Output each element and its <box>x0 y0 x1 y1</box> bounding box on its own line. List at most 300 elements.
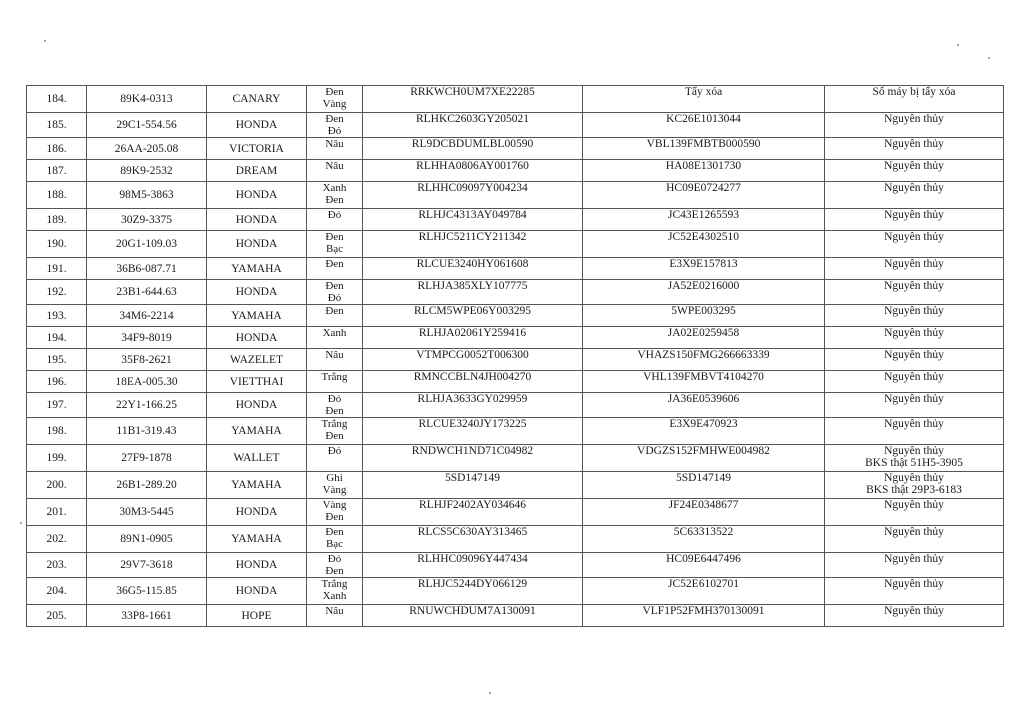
note-text: Nguyên thủy <box>884 258 944 270</box>
stt-cell <box>27 371 87 393</box>
color-text: Ghi Vàng <box>322 472 347 496</box>
color-cell <box>307 280 363 305</box>
color-text: Trắng Đen <box>321 418 348 442</box>
plate-text: 27F9-1878 <box>121 452 172 464</box>
brand-cell <box>207 258 307 280</box>
plate-cell <box>87 418 207 445</box>
color-cell <box>307 526 363 553</box>
plate-text: 26B1-289.20 <box>116 479 177 491</box>
brand-cell <box>207 499 307 526</box>
table-row <box>27 499 1004 526</box>
table-row <box>27 472 1004 499</box>
frame-number-cell <box>363 209 583 231</box>
brand-text: HONDA <box>235 119 278 131</box>
color-cell <box>307 393 363 418</box>
engine-number-text: VLF1P52FMH370130091 <box>642 605 765 617</box>
color-text: Vàng Đen <box>322 499 347 523</box>
engine-number-cell <box>583 578 825 605</box>
stt-cell <box>27 349 87 371</box>
plate-cell <box>87 280 207 305</box>
color-text: Đỏ <box>327 445 342 457</box>
stt-cell <box>27 418 87 445</box>
color-cell <box>307 305 363 327</box>
plate-text: 29V7-3618 <box>120 559 173 571</box>
table-row <box>27 280 1004 305</box>
brand-cell <box>207 305 307 327</box>
frame-number-text: RLHJC4313AY049784 <box>418 209 527 221</box>
note-text: Nguyên thủy <box>884 280 944 292</box>
note-text: Nguyên thủy <box>884 349 944 361</box>
engine-number-text: E3X9E470923 <box>669 418 738 430</box>
frame-number-text: RLHKC2603GY205021 <box>415 113 530 125</box>
plate-text: 22Y1-166.25 <box>115 399 177 411</box>
plate-text: 89N1-0905 <box>120 533 173 545</box>
plate-text: 36G5-115.85 <box>116 585 177 597</box>
brand-text: HONDA <box>235 238 278 250</box>
color-cell <box>307 499 363 526</box>
stt-cell <box>27 499 87 526</box>
brand-cell <box>207 472 307 499</box>
brand-text: YAMAHA <box>231 425 282 437</box>
frame-number-text: RLCUE3240HY061608 <box>416 258 529 270</box>
frame-number-cell <box>363 305 583 327</box>
note-cell <box>825 280 1004 305</box>
stt-cell <box>27 209 87 231</box>
engine-number-text: JC52E6102701 <box>668 578 739 590</box>
frame-number-cell <box>363 160 583 182</box>
color-text: Đỏ <box>327 209 342 221</box>
color-cell <box>307 327 363 349</box>
engine-number-cell <box>583 113 825 138</box>
color-text: Nâu <box>325 138 344 150</box>
brand-cell <box>207 209 307 231</box>
note-cell <box>825 258 1004 280</box>
frame-number-text: RLCUE3240JY173225 <box>418 418 527 430</box>
note-cell <box>825 327 1004 349</box>
color-cell <box>307 605 363 627</box>
plate-text: 34M6-2214 <box>119 309 174 322</box>
note-text: Nguyên thủy <box>884 472 944 484</box>
note-text: Nguyên thủy <box>884 418 944 430</box>
color-cell <box>307 138 363 160</box>
color-cell <box>307 209 363 231</box>
engine-number-cell <box>583 231 825 258</box>
plate-cell <box>87 160 207 182</box>
plate-cell <box>87 578 207 605</box>
note-text: Nguyên thủy <box>884 305 944 317</box>
engine-number-cell <box>583 605 825 627</box>
table-row <box>27 371 1004 393</box>
stt-cell <box>27 86 87 113</box>
engine-number-cell <box>583 138 825 160</box>
frame-number-text: RLHJA3633GY029959 <box>417 393 528 405</box>
stt-text: 189. <box>46 213 67 226</box>
plate-text: 26AA-205.08 <box>114 142 179 155</box>
engine-number-text: 5C63313522 <box>673 526 734 538</box>
engine-number-text: JA52E0216000 <box>667 280 740 292</box>
note-text: Nguyên thủy <box>884 393 944 405</box>
brand-text: YAMAHA <box>231 309 282 322</box>
note-text: Nguyên thủy <box>884 499 944 511</box>
brand-text: HONDA <box>235 286 278 298</box>
engine-number-cell <box>583 349 825 371</box>
note-text: Nguyên thủy <box>884 526 944 538</box>
frame-number-text: RLHJA385XLY107775 <box>417 280 528 292</box>
engine-number-cell <box>583 526 825 553</box>
engine-number-cell <box>583 327 825 349</box>
frame-number-text: RNDWCH1ND71C04982 <box>411 445 534 457</box>
scan-speck <box>20 522 22 524</box>
plate-text: 23B1-644.63 <box>116 286 177 298</box>
color-cell <box>307 371 363 393</box>
color-text: Đen <box>325 305 344 317</box>
note-cell <box>825 371 1004 393</box>
color-cell <box>307 113 363 138</box>
color-text: Đỏ Đen <box>325 393 344 417</box>
frame-number-cell <box>363 578 583 605</box>
frame-number-cell <box>363 280 583 305</box>
engine-number-text: JC52E4302510 <box>668 231 739 243</box>
plate-cell <box>87 553 207 578</box>
note-cell <box>825 472 1004 499</box>
plate-text: 98M5-3863 <box>119 189 174 201</box>
stt-text: 192. <box>46 286 67 298</box>
color-cell <box>307 182 363 209</box>
color-text: Xanh Đen <box>322 182 347 206</box>
brand-cell <box>207 526 307 553</box>
color-text: Nâu <box>325 605 344 617</box>
plate-cell <box>87 231 207 258</box>
real-plate-note: BKS thật 51H5-3905 <box>865 457 963 469</box>
stt-text: 191. <box>46 262 67 275</box>
frame-number-cell <box>363 445 583 472</box>
stt-cell <box>27 605 87 627</box>
engine-number-cell <box>583 418 825 445</box>
engine-number-cell <box>583 160 825 182</box>
table-row <box>27 113 1004 138</box>
engine-number-text: 5WPE003295 <box>671 305 736 317</box>
brand-cell <box>207 231 307 258</box>
frame-number-cell <box>363 349 583 371</box>
note-text: Nguyên thủy <box>884 371 944 383</box>
note-text: Nguyên thủy <box>884 231 944 243</box>
stt-text: 204. <box>46 585 67 597</box>
color-text: Nâu <box>325 349 344 361</box>
stt-cell <box>27 445 87 472</box>
color-text: Nâu <box>325 160 344 172</box>
scan-speck <box>489 692 491 694</box>
stt-cell <box>27 231 87 258</box>
stt-text: 205. <box>46 609 67 622</box>
brand-text: VICTORIA <box>229 142 284 155</box>
table-row <box>27 526 1004 553</box>
brand-text: HONDA <box>235 399 278 411</box>
brand-text: WAZELET <box>229 353 283 366</box>
stt-cell <box>27 553 87 578</box>
note-text: Nguyên thủy <box>884 182 944 194</box>
brand-cell <box>207 280 307 305</box>
note-cell <box>825 138 1004 160</box>
brand-text: YAMAHA <box>231 479 282 491</box>
stt-cell <box>27 160 87 182</box>
note-cell <box>825 553 1004 578</box>
stt-text: 200. <box>46 479 67 491</box>
note-text: Nguyên thủy <box>884 138 944 150</box>
brand-cell <box>207 349 307 371</box>
table-row <box>27 553 1004 578</box>
brand-text: HONDA <box>235 331 278 344</box>
frame-number-cell <box>363 553 583 578</box>
brand-cell <box>207 113 307 138</box>
plate-cell <box>87 258 207 280</box>
note-text: Nguyên thủy <box>884 327 944 339</box>
table-row <box>27 605 1004 627</box>
engine-number-text: VDGZS152FMHWE004982 <box>637 445 770 457</box>
stt-text: 195. <box>46 353 67 366</box>
color-cell <box>307 258 363 280</box>
scan-speck <box>988 57 990 59</box>
frame-number-cell <box>363 499 583 526</box>
real-plate-note: BKS thật 29P3-6183 <box>866 484 962 496</box>
plate-text: 18EA-005.30 <box>115 375 178 388</box>
stt-text: 187. <box>46 164 67 177</box>
plate-cell <box>87 305 207 327</box>
brand-text: HONDA <box>235 585 278 597</box>
engine-number-text: VBL139FMBTB000590 <box>646 138 761 150</box>
frame-number-cell <box>363 138 583 160</box>
note-cell <box>825 526 1004 553</box>
stt-text: 202. <box>46 533 67 545</box>
engine-number-text: E3X9E157813 <box>669 258 738 270</box>
plate-cell <box>87 86 207 113</box>
plate-text: 89K4-0313 <box>120 93 173 105</box>
brand-text: HONDA <box>235 213 278 226</box>
plate-cell <box>87 327 207 349</box>
stt-text: 197. <box>46 399 67 411</box>
frame-number-cell <box>363 605 583 627</box>
note-text: Nguyên thủy <box>884 209 944 221</box>
note-cell <box>825 86 1004 113</box>
table-body <box>27 86 1004 627</box>
table-row <box>27 182 1004 209</box>
plate-text: 34F9-8019 <box>121 331 172 344</box>
table-row <box>27 209 1004 231</box>
engine-number-text: JA36E0539606 <box>667 393 740 405</box>
stt-cell <box>27 393 87 418</box>
engine-number-text: JC43E1265593 <box>668 209 739 221</box>
plate-cell <box>87 393 207 418</box>
frame-number-cell <box>363 113 583 138</box>
engine-number-cell <box>583 182 825 209</box>
engine-number-text: JA02E0259458 <box>667 327 740 339</box>
engine-number-cell <box>583 305 825 327</box>
plate-cell <box>87 499 207 526</box>
plate-cell <box>87 349 207 371</box>
stt-text: 184. <box>46 93 67 105</box>
brand-cell <box>207 182 307 209</box>
color-text: Đen Vàng <box>322 86 347 110</box>
table-row <box>27 327 1004 349</box>
frame-number-text: RLHHA0806AY001760 <box>416 160 529 172</box>
stt-text: 193. <box>46 309 67 322</box>
note-cell <box>825 113 1004 138</box>
note-cell <box>825 418 1004 445</box>
frame-number-text: RLHHC09097Y004234 <box>417 182 528 194</box>
frame-number-cell <box>363 258 583 280</box>
stt-cell <box>27 578 87 605</box>
note-cell <box>825 182 1004 209</box>
frame-number-text: RLCS5C630AY313465 <box>417 526 528 538</box>
plate-text: 89K9-2532 <box>120 164 173 177</box>
color-text: Đỏ Đen <box>325 553 344 577</box>
brand-text: CANARY <box>232 93 281 105</box>
brand-text: WALLET <box>233 452 280 464</box>
plate-text: 33P8-1661 <box>121 609 172 622</box>
plate-text: 30Z9-3375 <box>120 213 173 226</box>
stt-text: 198. <box>46 425 67 437</box>
brand-cell <box>207 445 307 472</box>
frame-number-text: RLCM5WPE06Y003295 <box>414 305 531 317</box>
scan-speck <box>957 44 959 46</box>
frame-number-cell <box>363 327 583 349</box>
engine-number-cell <box>583 393 825 418</box>
engine-number-text: 5SD147149 <box>676 472 731 484</box>
brand-text: YAMAHA <box>231 262 282 275</box>
table-row <box>27 393 1004 418</box>
brand-text: DREAM <box>235 164 278 177</box>
plate-text: 30M3-5445 <box>119 506 174 518</box>
color-text: Đen Đỏ <box>325 280 344 304</box>
note-cell <box>825 499 1004 526</box>
frame-number-text: RL9DCBDUMLBL00590 <box>411 138 534 150</box>
table-row <box>27 445 1004 472</box>
stt-cell <box>27 472 87 499</box>
note-text: Nguyên thủy <box>884 578 944 590</box>
brand-cell <box>207 160 307 182</box>
frame-number-text: RLHJA02061Y259416 <box>418 327 527 339</box>
note-text: Nguyên thủy <box>884 553 944 565</box>
frame-number-cell <box>363 472 583 499</box>
engine-number-cell <box>583 86 825 113</box>
table-row <box>27 160 1004 182</box>
engine-number-cell <box>583 472 825 499</box>
engine-number-cell <box>583 209 825 231</box>
color-cell <box>307 349 363 371</box>
stt-text: 194. <box>46 331 67 344</box>
plate-text: 29C1-554.56 <box>116 119 177 131</box>
color-cell <box>307 231 363 258</box>
plate-cell <box>87 138 207 160</box>
brand-cell <box>207 553 307 578</box>
plate-cell <box>87 472 207 499</box>
plate-cell <box>87 605 207 627</box>
color-cell <box>307 578 363 605</box>
frame-number-cell <box>363 182 583 209</box>
table-row <box>27 138 1004 160</box>
color-text: Xanh <box>322 327 347 339</box>
frame-number-text: 5SD147149 <box>445 472 500 484</box>
plate-text: 36B6-087.71 <box>116 262 177 275</box>
engine-number-text: JF24E0348677 <box>668 499 739 511</box>
stt-cell <box>27 327 87 349</box>
plate-cell <box>87 526 207 553</box>
engine-number-text: HA08E1301730 <box>665 160 742 172</box>
frame-number-cell <box>363 86 583 113</box>
color-text: Đen <box>325 258 344 270</box>
engine-number-cell <box>583 445 825 472</box>
engine-number-text: VHAZS150FMG266663339 <box>637 349 770 361</box>
note-cell <box>825 393 1004 418</box>
plate-cell <box>87 445 207 472</box>
engine-number-cell <box>583 553 825 578</box>
brand-cell <box>207 327 307 349</box>
brand-cell <box>207 371 307 393</box>
table-row <box>27 258 1004 280</box>
note-text: Số máy bị tẩy xóa <box>872 86 956 98</box>
table-row <box>27 305 1004 327</box>
plate-cell <box>87 182 207 209</box>
brand-text: VIETTHAI <box>229 375 284 388</box>
brand-cell <box>207 138 307 160</box>
frame-number-text: RLHJC5244DY066129 <box>417 578 528 590</box>
engine-number-text: HC09E6447496 <box>666 553 741 565</box>
stt-cell <box>27 113 87 138</box>
plate-text: 20G1-109.03 <box>115 238 177 250</box>
brand-cell <box>207 578 307 605</box>
frame-number-cell <box>363 418 583 445</box>
plate-cell <box>87 371 207 393</box>
note-cell <box>825 209 1004 231</box>
engine-number-text: KC26E1013044 <box>666 113 741 125</box>
frame-number-text: RLHJC5211CY211342 <box>418 231 527 243</box>
stt-cell <box>27 305 87 327</box>
engine-number-text: VHL139FMBVT4104270 <box>643 371 764 383</box>
engine-number-cell <box>583 258 825 280</box>
color-text: Đen Đỏ <box>325 113 344 137</box>
engine-number-text: HC09E0724277 <box>666 182 741 194</box>
note-cell <box>825 605 1004 627</box>
engine-number-text: Tẩy xóa <box>684 86 723 98</box>
stt-cell <box>27 258 87 280</box>
color-cell <box>307 418 363 445</box>
stt-text: 201. <box>46 506 67 518</box>
stt-text: 190. <box>46 238 67 250</box>
stt-text: 188. <box>46 189 67 201</box>
note-cell <box>825 349 1004 371</box>
color-cell <box>307 160 363 182</box>
brand-cell <box>207 605 307 627</box>
brand-text: HONDA <box>235 189 278 201</box>
frame-number-text: RLHJF2402AY034646 <box>419 499 526 511</box>
engine-number-cell <box>583 280 825 305</box>
vehicle-table <box>26 85 1004 627</box>
frame-number-text: RNUWCHDUM7A130091 <box>409 605 536 617</box>
frame-number-cell <box>363 526 583 553</box>
engine-number-cell <box>583 371 825 393</box>
color-text: Đen Bạc <box>325 526 344 550</box>
plate-cell <box>87 209 207 231</box>
table-row <box>27 418 1004 445</box>
frame-number-text: VTMPCG0052T006300 <box>416 349 529 361</box>
frame-number-text: RMNCCBLN4JH004270 <box>413 371 532 383</box>
frame-number-text: RRKWCH0UM7XE22285 <box>410 86 535 98</box>
stt-text: 186. <box>46 142 67 155</box>
engine-number-cell <box>583 499 825 526</box>
brand-text: YAMAHA <box>231 533 282 545</box>
color-cell <box>307 86 363 113</box>
color-text: Trắng <box>321 371 348 383</box>
color-text: Trắng Xanh <box>321 578 348 602</box>
